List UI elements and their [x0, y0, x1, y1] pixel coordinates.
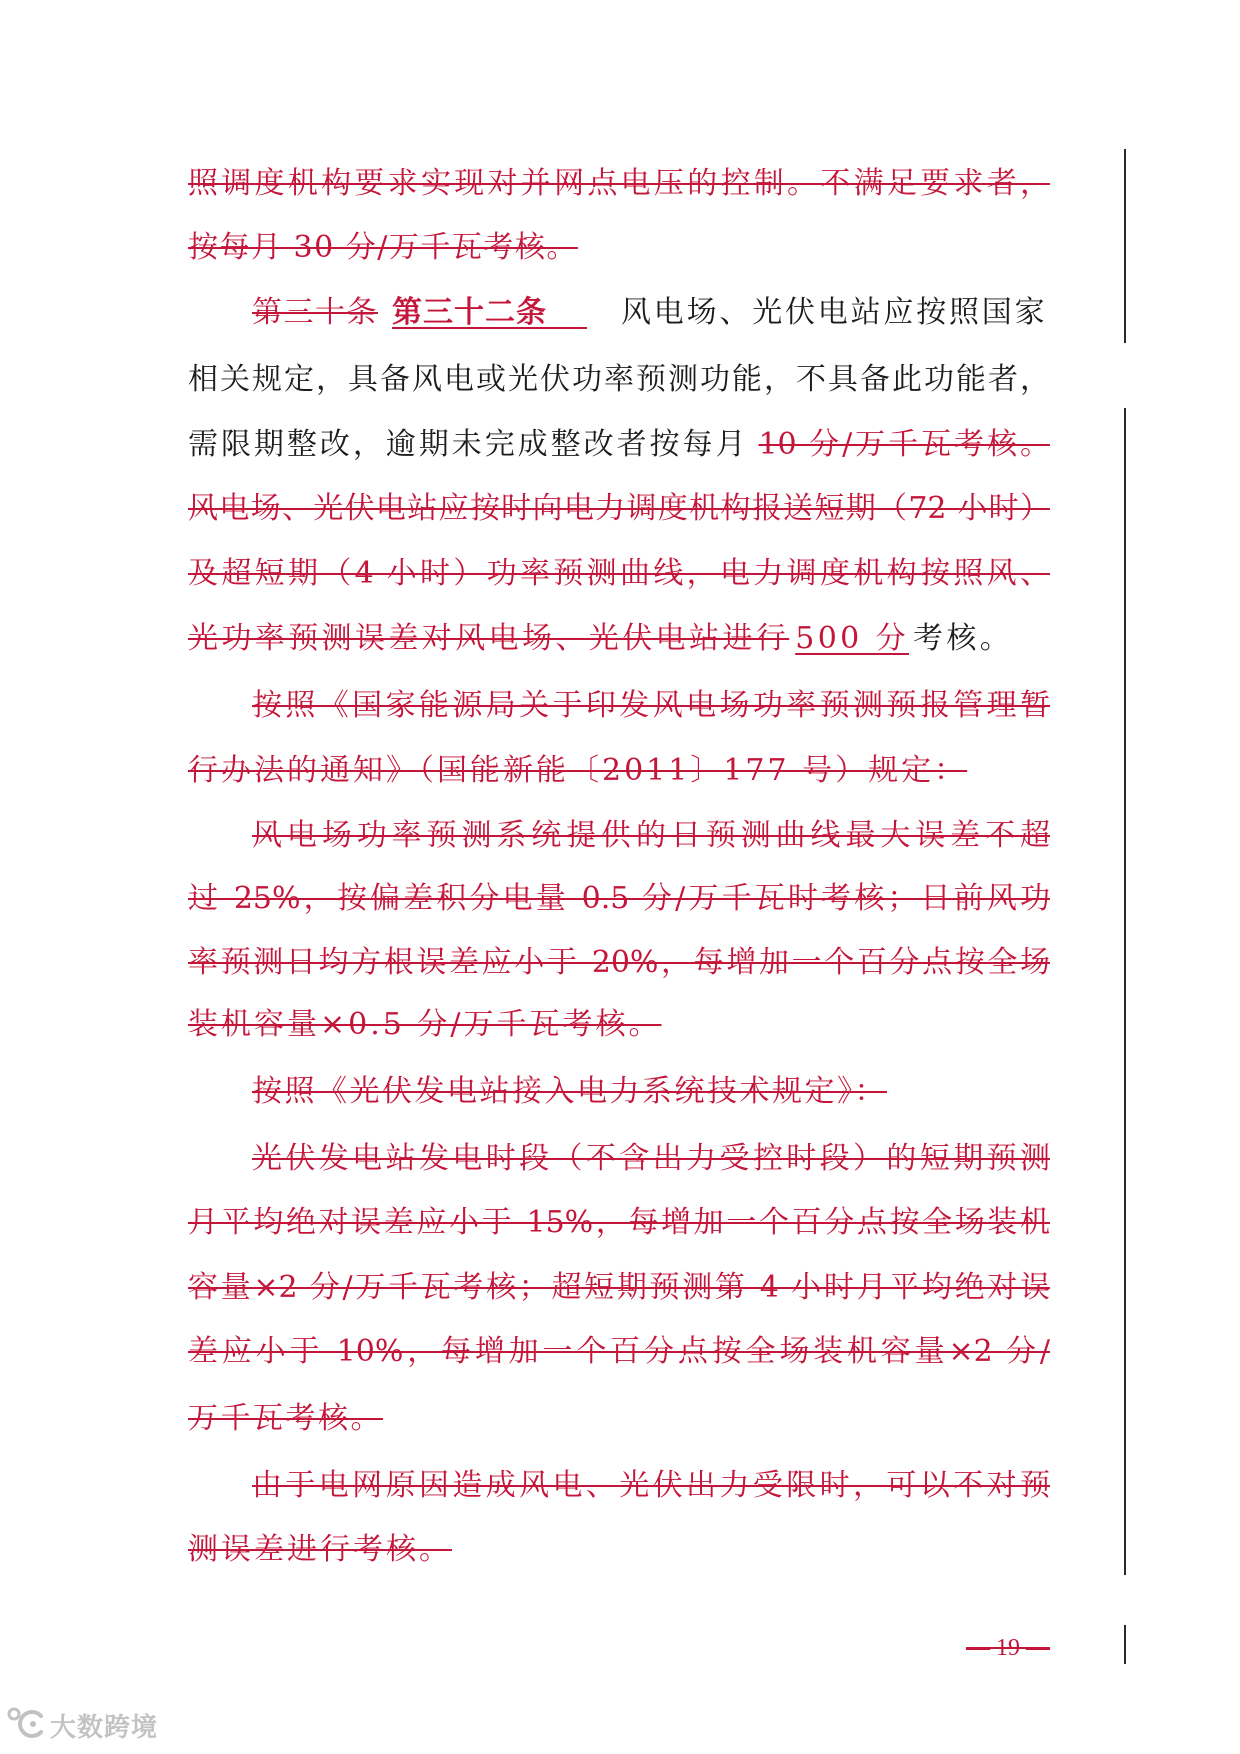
text-line — [188, 615, 1050, 663]
deleted-text: 测误差进行考核。 — [188, 1532, 452, 1567]
body-text: 考核。 — [913, 621, 1014, 656]
text-line — [188, 1068, 1050, 1116]
deleted-text: 风电场、光伏电站应按时向电力调度机构报送短期（72 小时） — [188, 491, 1050, 526]
deleted-text: 率预测日均方根误差应小于 20%，每增加一个百分点按全场 — [188, 945, 1050, 980]
inserted-underline-gap — [547, 327, 587, 329]
body-text: 风电场、光伏电站应按照国家 — [621, 295, 1048, 330]
text-line — [188, 1135, 1050, 1183]
page-number: — 19 — — [966, 1635, 1050, 1661]
text-line — [188, 160, 1050, 208]
deleted-text: 装机容量×0.5 分/万千瓦考核。 — [188, 1007, 662, 1042]
deleted-text: 光伏发电站发电时段（不含出力受控时段）的短期预测 — [252, 1141, 1050, 1176]
deleted-text: 万千瓦考核。 — [188, 1401, 383, 1436]
deleted-text: 及超短期（4 小时）功率预测曲线，电力调度机构按照风、 — [188, 556, 1050, 591]
change-bar — [1124, 149, 1126, 343]
inserted-article-number: 第三十二条 — [392, 295, 547, 330]
article-heading-line — [188, 289, 1050, 337]
deleted-text: 容量×2 分/万千瓦考核；超短期预测第 4 小时月平均绝对误 — [188, 1270, 1050, 1305]
text-line — [188, 812, 1050, 860]
body-text: 相关规定，具备风电或光伏功率预测功能，不具备此功能者， — [188, 362, 1050, 397]
text-line — [188, 939, 1050, 987]
deleted-text: 10 分/万千瓦考核。 — [758, 427, 1050, 462]
text-line — [188, 1001, 1050, 1049]
text-line — [188, 682, 1050, 730]
text-line — [188, 1264, 1050, 1312]
text-line — [188, 356, 1050, 404]
text-line — [188, 747, 1050, 795]
text-line — [188, 1395, 1050, 1443]
text-line — [188, 875, 1050, 923]
deleted-text: 光功率预测误差对风电场、光伏电站进行 — [188, 621, 790, 656]
change-bar — [1124, 408, 1126, 1575]
change-bar — [1124, 1625, 1126, 1664]
deleted-text: 行办法的通知》（国能新能〔2011〕177 号）规定： — [188, 753, 968, 788]
text-line — [188, 1526, 1050, 1574]
deleted-text: 风电场功率预测系统提供的日预测曲线最大误差不超 — [252, 818, 1050, 853]
watermark-logo-icon — [6, 1705, 46, 1745]
deleted-text: 差应小于 10%，每增加一个百分点按全场装机容量×2 分/ — [188, 1334, 1050, 1369]
deleted-article-number: 第三十条 — [252, 295, 378, 330]
deleted-text: 由于电网原因造成风电、光伏出力受限时，可以不对预 — [252, 1468, 1050, 1503]
deleted-text: 照调度机构要求实现对并网点电压的控制。不满足要求者， — [188, 166, 1050, 201]
deleted-text: 月平均绝对误差应小于 15%，每增加一个百分点按全场装机 — [188, 1205, 1050, 1240]
text-line — [188, 421, 1050, 469]
body-text: 需限期整改，逾期未完成整改者按每月 — [188, 427, 749, 462]
text-line — [188, 224, 1050, 272]
text-line — [188, 485, 1050, 533]
watermark-text: 大数跨境 — [50, 1712, 159, 1743]
text-line — [188, 550, 1050, 598]
watermark — [6, 1705, 158, 1745]
text-line — [188, 1199, 1050, 1247]
text-line — [188, 1462, 1050, 1510]
inserted-text: 500 分 — [795, 621, 909, 656]
deleted-text: 过 25%，按偏差积分电量 0.5 分/万千瓦时考核；日前风功 — [188, 881, 1050, 916]
deleted-text: 按照《光伏发电站接入电力系统技术规定》： — [252, 1074, 887, 1109]
text-line — [188, 1328, 1050, 1376]
deleted-text: 按每月 30 分/万千瓦考核。 — [188, 230, 578, 265]
deleted-text: 按照《国家能源局关于印发风电场功率预测预报管理暂 — [252, 688, 1050, 723]
